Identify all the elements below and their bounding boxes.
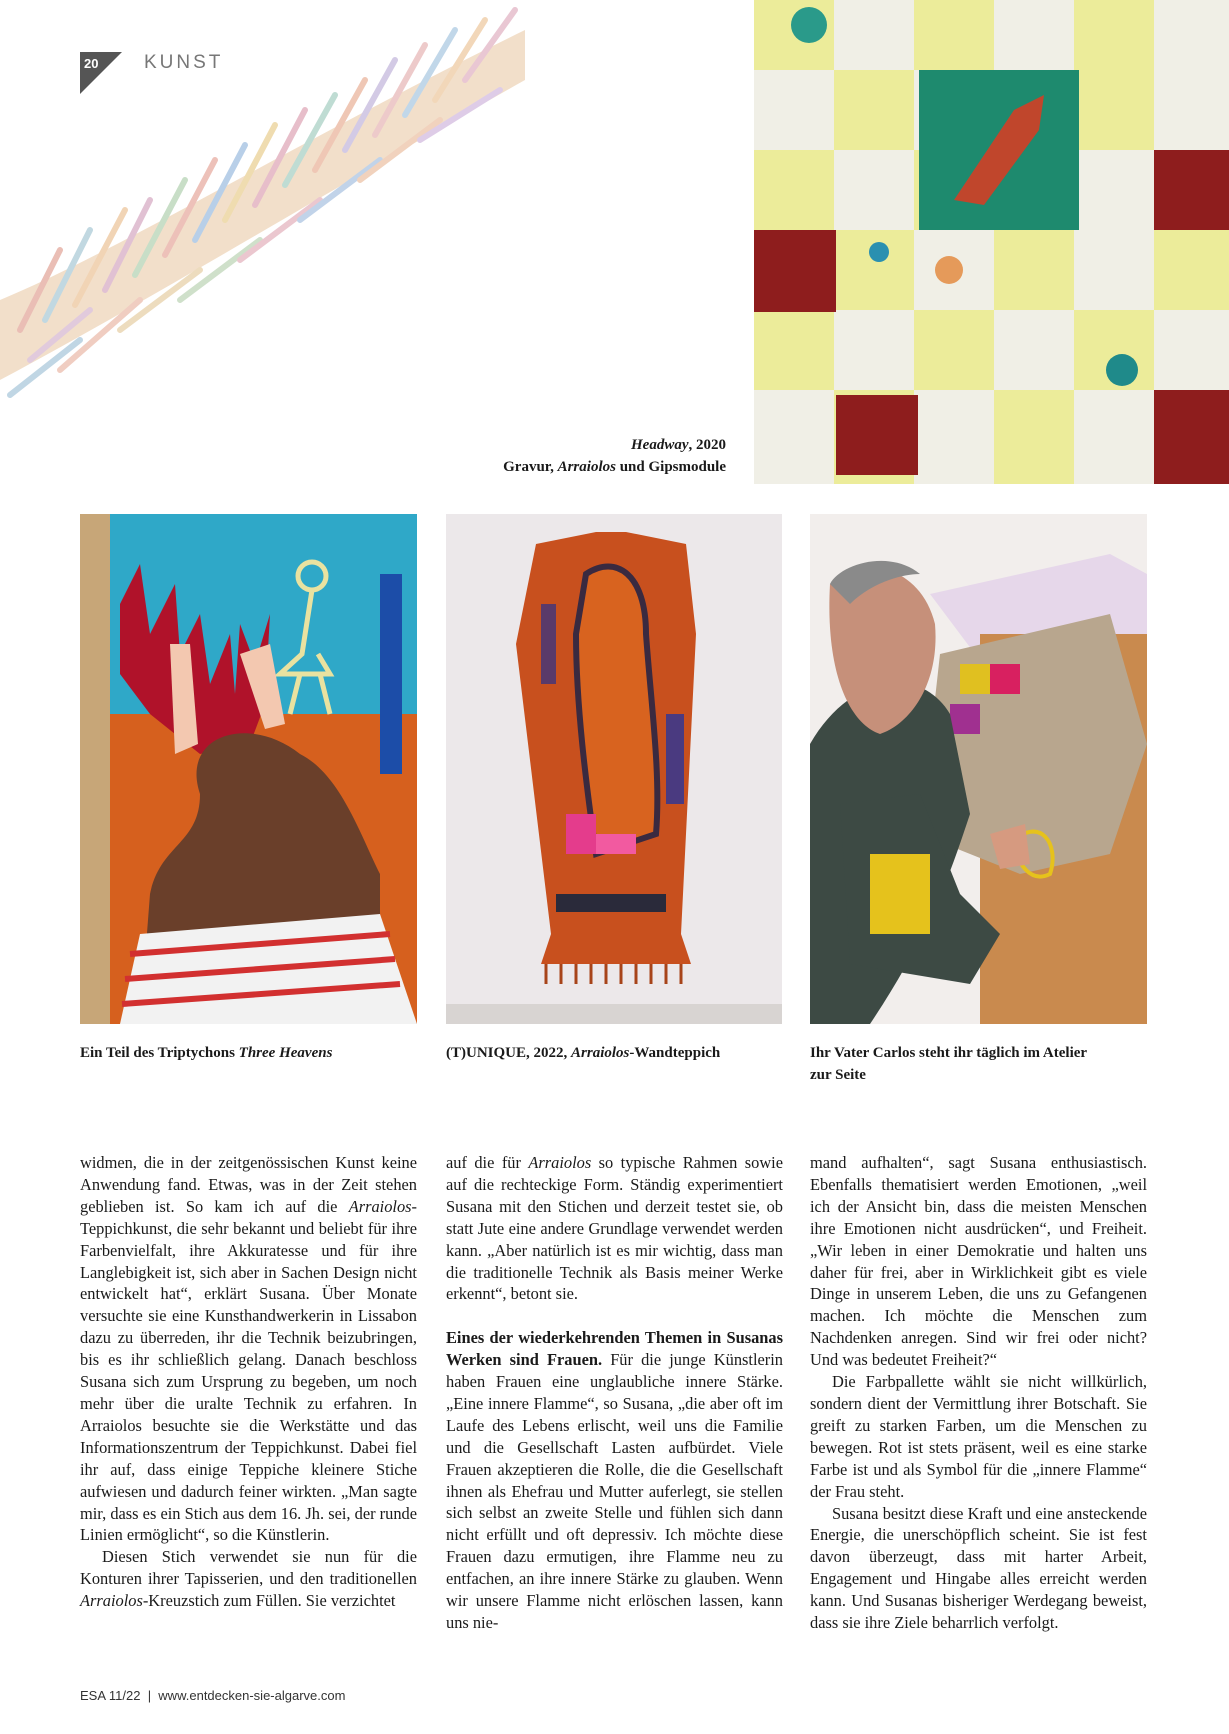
tunique-year: , 2022, [526, 1045, 572, 1061]
headway-artwork-photo [754, 0, 1229, 484]
page-number: 20 [84, 56, 99, 71]
col2-p2-text: Für die junge Künstlerin haben Frauen eine unglaubliche innere Stärke. „Eine innere Flamme“, so Susana, „die aber oft im Laufe des Lebens erlischt, weil uns die Familie und die Gesellschaft Lasten aufbürdet. Viele Frauen akzeptieren die Rolle, die die Gesellschaft ihnen als Ehefrau und Mutter auferlegt, sie stellen sich selbst an zweite Stelle und fühlen sich dann nicht erfüllt und oft depressiv. Ich möchte diese Frauen dazu ermutigen, ihre Flamme neu zu entfachen, an ihre innere Stärke zu glauben. Wenn wir unsere Flamme nicht erlöschen lassen, kann uns nie- [446, 1350, 783, 1633]
three-heavens-caption-text: Ein Teil des Triptychons [80, 1045, 239, 1061]
col2-p1-text-b: so typische Rahmen sowie auf die rechteckige Form. Ständig experimentiert Susana mit den Stichen und derzeit testet sie, ob statt Jute eine andere Grundlage verwendet werden kann. „Aber natürlich ist es mir wichtig, dass man die traditionelle Technik als Basis meiner Werke erkennt“, betont sie. [446, 1153, 784, 1304]
three-heavens-title: Three Heavens [238, 1045, 333, 1061]
father-carlos-photo [810, 514, 1147, 1024]
father-carlos-caption-line2: zur Seite [810, 1067, 866, 1083]
article-column-1 [80, 1152, 417, 1612]
headway-year: , 2020 [688, 437, 726, 453]
col2-p2-lead: Eines der wiederkehrenden Themen in Susanas Werken sind Frauen. [446, 1328, 783, 1370]
tunique-caption [446, 1042, 782, 1064]
article-col1-paragraph-2 [80, 1546, 417, 1612]
article-col2-paragraph-1 [446, 1152, 783, 1305]
tunique-arraiolos: Arraiolos [571, 1045, 630, 1061]
article-col3-paragraph-2: Die Farbpallette wählt sie nicht willkürlich, sondern dient der Vermittlung ihrer Botschaft. Sie greift zu starken Farben, um die Menschen zu bewegen. Rot ist stets präsent, weil es eine starke Farbe ist und als Symbol für die „innere Flamme“ der Frau steht. [810, 1372, 1147, 1501]
col1-p2-italic: Arraiolos [80, 1591, 143, 1611]
article-col3-paragraph-1: mand aufhalten“, sagt Susana enthusiastisch. Ebenfalls thematisiert werden Emotionen, „weil ich der Ansicht bin, dass die meisten Menschen ihre Emotionen nicht ausdrücken“, und Freiheit. „Wir leben in einer Demokratie und halten uns daher für frei, aber in Wirklichkeit gibt es viele Dinge in unserem Leben, die uns zu Gefangenen machen. Ich möchte die Menschen zum Nachdenken anregen. Sind wir frei oder nicht? Und was bedeutet Freiheit?“ [810, 1153, 1147, 1370]
col2-p1-text-a: auf die für [446, 1153, 529, 1172]
article-col2-paragraph-2 [446, 1327, 783, 1634]
tunique-medium: -Wandteppich [629, 1045, 721, 1061]
col1-p1-text-b: -Teppichkunst, die sehr bekannt und beliebt für ihre Farbenvielfalt, ihre Akkuratesse und für ihre Langlebigkeit ist, sich aber in Sachen Design nicht entwickelt hat“, erklärt Susana. Über Monate versuchte sie eine Kunsthandwerkerin in Lissabon dazu zu überreden, ihr die Technik beizubringen, bis es ihr schließlich gelang. Danach beschloss Susana sich zum Ursprung zu begeben, um noch mehr über die uralte Technik zu erfahren. In Arraiolos besuchte sie die Werkstätte und das Informationszentrum der Teppichkunst. Dabei fiel ihr auf, dass einige Teppiche kleinere Stiche aufwiesen und dadurch feiner wirkten. „Man sagte mir, dass es ein Stich aus dem 16. Jh. sei, der runde Linien ermöglicht“, so die Künstlerin. [80, 1196, 417, 1545]
tunique-title: (T)UNIQUE [446, 1045, 527, 1061]
col1-p1-italic: Arraiolos [348, 1196, 412, 1216]
page-footer: ESA 11/22 | www.entdecken-sie-algarve.com [80, 1688, 346, 1703]
headway-caption-line1 [420, 434, 726, 456]
headway-medium-pre: Gravur, [503, 459, 558, 475]
col1-p2-text-b: -Kreuzstich zum Füllen. Sie verzichtet [142, 1591, 396, 1611]
three-heavens-caption [80, 1042, 417, 1064]
headway-title: Headway [631, 437, 689, 453]
section-label: KUNST [144, 52, 224, 73]
father-carlos-caption [810, 1042, 1147, 1086]
article-col3-paragraph-3: Susana besitzt diese Kraft und eine ansteckende Energie, die unerschöpflich scheint. Sie ist fest davon überzeugt, dass mit harter Arbeit, Engagement und Hingabe alles erreicht werden kann. Und Susanas bisheriger Werdegang beweist, dass sie ihre Ziele beharrlich verfolgt. [810, 1503, 1147, 1633]
fringe-illustration [0, 0, 525, 420]
father-carlos-caption-line1: Ihr Vater Carlos steht ihr täglich im Atelier [810, 1045, 1088, 1061]
article-column-3 [810, 1152, 1147, 1634]
headway-medium-post: und Gipsmodule [615, 459, 726, 475]
tunique-photo [446, 514, 782, 1024]
col1-p1-text-a: widmen, die in der zeitgenössischen Kunst keine Anwendung fand. Etwas, was in der Zeit stehen geblieben ist. So kam ich auf die [80, 1153, 417, 1216]
headway-caption-line2 [420, 456, 726, 478]
col1-p2-text-a: Diesen Stich verwendet sie nun für die Konturen ihrer Tapisserien, und den traditionellen [80, 1547, 417, 1589]
headway-caption [420, 434, 726, 478]
headway-medium-italic: Arraiolos [557, 459, 616, 475]
article-col1-paragraph-1 [80, 1152, 417, 1546]
three-heavens-photo [80, 514, 417, 1024]
col2-p1-italic: Arraiolos [528, 1153, 592, 1172]
article-column-2 [446, 1152, 783, 1634]
